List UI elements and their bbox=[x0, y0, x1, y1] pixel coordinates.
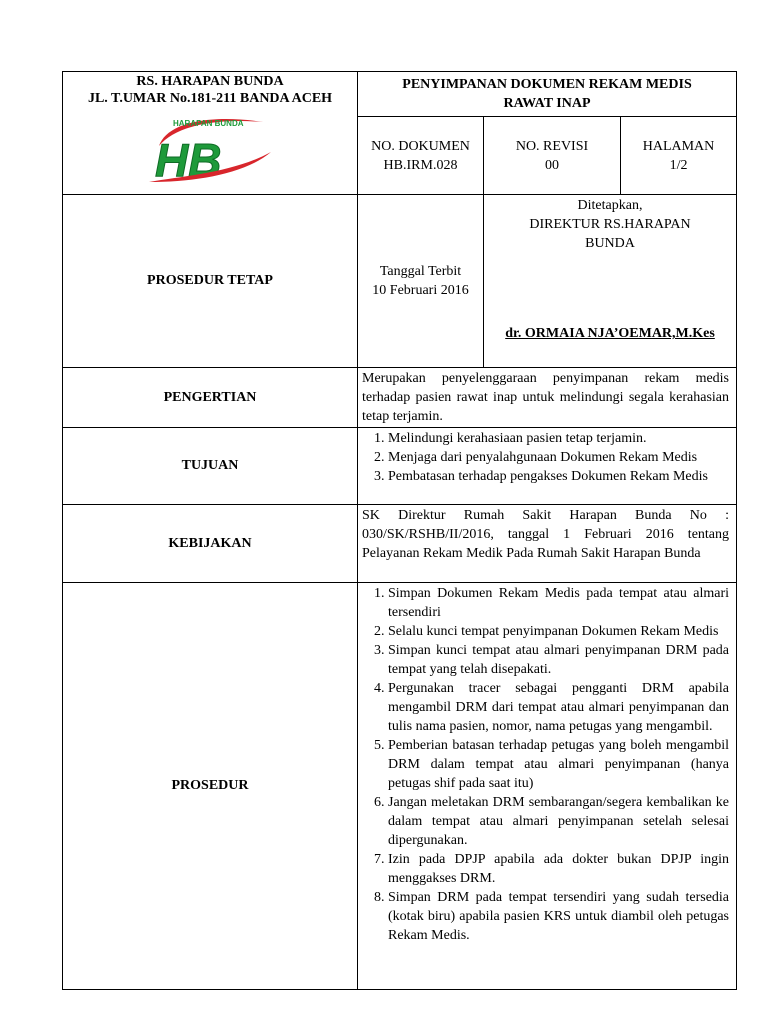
revision-value: 00 bbox=[545, 157, 559, 173]
tujuan-list-cell bbox=[358, 428, 737, 505]
list-item: 2. Selalu kunci tempat penyimpanan Dokumen Rekam Medis bbox=[388, 622, 729, 641]
page-label: HALAMAN bbox=[642, 138, 715, 154]
document-number-cell bbox=[358, 117, 484, 195]
list-item: 2. Menjaga dari penyalahgunaan Dokumen Rekam Medis bbox=[388, 448, 729, 467]
tujuan-list bbox=[362, 429, 729, 486]
tujuan-label: TUJUAN bbox=[63, 428, 358, 505]
list-item: 1. Melindungi kerahasiaan pasien tetap terjamin. bbox=[388, 429, 729, 448]
hospital-header-cell bbox=[63, 72, 358, 195]
prosedur-list-cell bbox=[358, 583, 737, 990]
protap-label: PROSEDUR TETAP bbox=[63, 195, 358, 368]
hospital-address: JL. T.UMAR No.181-211 BANDA ACEH bbox=[87, 91, 333, 106]
issue-date-value: 10 Februari 2016 bbox=[372, 283, 469, 298]
list-item: 5. Pemberian batasan terhadap petugas yang boleh mengambil DRM dalam tempat atau almari penyimpanan (hanya petugas shif pada saat itu) bbox=[388, 736, 729, 793]
list-item: 1. Simpan Dokumen Rekam Medis pada tempat atau almari tersendiri bbox=[388, 584, 729, 622]
prosedur-list bbox=[362, 584, 729, 945]
document-title-line2: RAWAT INAP bbox=[503, 96, 591, 111]
approval-set-label: Ditetapkan, bbox=[577, 198, 643, 213]
issue-date-cell bbox=[358, 195, 484, 368]
document-title-cell bbox=[358, 72, 737, 117]
list-item: 6. Jangan meletakan DRM sembarangan/segera kembalikan ke dalam tempat atau almari penyimpanan setelah selesai dipergunakan. bbox=[388, 793, 729, 850]
list-item: 7. Izin pada DPJP apabila ada dokter bukan DPJP ingin menggakses DRM. bbox=[388, 850, 729, 888]
hospital-logo bbox=[145, 112, 275, 184]
revision-label: NO. REVISI bbox=[515, 138, 589, 154]
list-item: 3. Pembatasan terhadap pengakses Dokumen Rekam Medis bbox=[388, 467, 729, 486]
kebijakan-text: SK Direktur Rumah Sakit Harapan Bunda No : 030/SK/RSHB/II/2016, tanggal 1 Februari 2016 tentang Pelayanan Rekam Medik Pada Rumah Sakit Harapan Bunda bbox=[358, 505, 737, 583]
signatory-name: dr. ORMAIA NJA’OEMAR,M.Kes bbox=[505, 326, 715, 341]
document-number-label: NO. DOKUMEN bbox=[371, 138, 470, 154]
issue-date-label: Tanggal Terbit bbox=[379, 264, 462, 279]
list-item: 4. Pergunakan tracer sebagai pengganti DRM apabila mengambil DRM dari tempat atau almari penyimpanan dan tulis nama pasien, nomor, nama petugas yang mengambil. bbox=[388, 679, 729, 736]
approval-cell bbox=[484, 195, 737, 368]
prosedur-label: PROSEDUR bbox=[63, 583, 358, 990]
list-item: 3. Simpan kunci tempat atau almari penyimpanan DRM pada tempat yang telah disepakati. bbox=[388, 641, 729, 679]
page-cell bbox=[621, 117, 737, 195]
kebijakan-label: KEBIJAKAN bbox=[63, 505, 358, 583]
document-number-value: HB.IRM.028 bbox=[383, 157, 458, 173]
director-line2: BUNDA bbox=[585, 236, 635, 251]
logo-initials: HB bbox=[155, 134, 222, 184]
list-item: 8. Simpan DRM pada tempat tersendiri yang sudah tersedia (kotak biru) apabila pasien KRS untuk diambil oleh petugas Rekam Medis. bbox=[388, 888, 729, 945]
hospital-name: RS. HARAPAN BUNDA bbox=[136, 74, 284, 89]
page-value: 1/2 bbox=[669, 157, 688, 173]
director-line1: DIREKTUR RS.HARAPAN bbox=[529, 217, 691, 232]
document-title-line1: PENYIMPANAN DOKUMEN REKAM MEDIS bbox=[402, 77, 692, 92]
pengertian-text: Merupakan penyelenggaraan penyimpanan rekam medis terhadap pasien rawat inap untuk melindungi segala kerahasian tetap terjamin. bbox=[358, 368, 737, 428]
revision-cell bbox=[484, 117, 621, 195]
pengertian-label: PENGERTIAN bbox=[63, 368, 358, 428]
logo-caption: HARAPAN BUNDA bbox=[173, 119, 244, 128]
sop-document-table bbox=[62, 71, 737, 990]
